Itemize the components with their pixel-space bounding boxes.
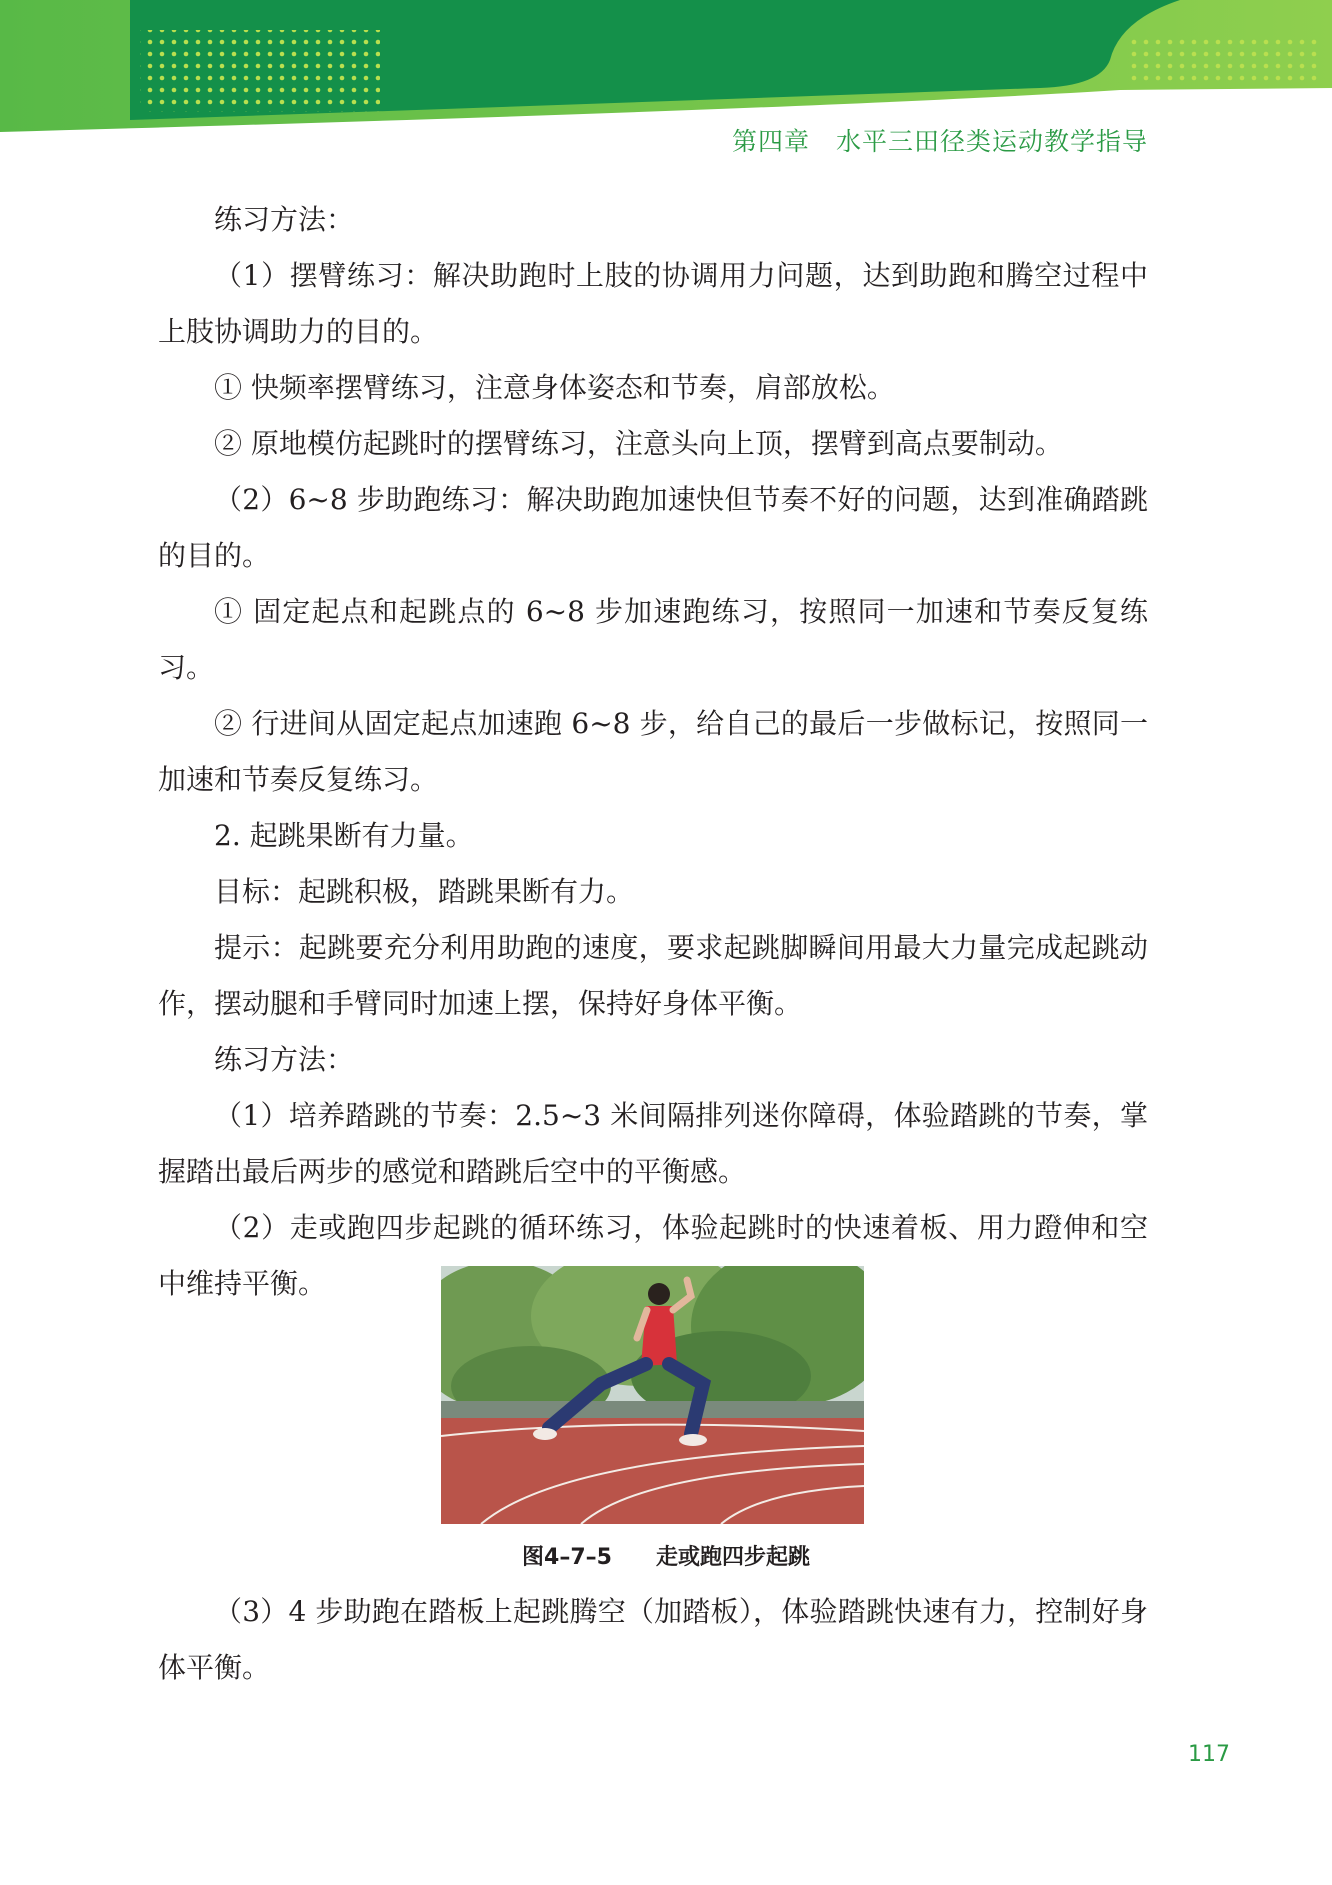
paragraph: 2. 起跳果断有力量。 — [214, 819, 474, 852]
body-text — [158, 192, 1148, 1312]
paragraph: ② 行进间从固定起点加速跑 6~8 步，给自己的最后一步做标记，按照同一加速和节奏反复练习。 — [158, 707, 1148, 796]
paragraph: ② 原地模仿起跳时的摆臂练习，注意头向上顶，摆臂到高点要制动。 — [214, 427, 1063, 460]
paragraph: ① 快频率摆臂练习，注意身体姿态和节奏，肩部放松。 — [214, 371, 895, 404]
paragraph: ① 固定起点和起跳点的 6~8 步加速跑练习，按照同一加速和节奏反复练习。 — [158, 595, 1148, 684]
paragraph: （2）走或跑四步起跳的循环练习，体验起跳时的快速着板、用力蹬伸和空中维持平衡。 — [158, 1211, 1148, 1300]
chapter-title: 第四章 水平三田径类运动教学指导 — [731, 127, 1148, 156]
figure-photo — [441, 1266, 864, 1524]
paragraph: （1）培养踏跳的节奏：2.5~3 米间隔排列迷你障碍，体验踏跳的节奏，掌握踏出最后两步的感觉和踏跳后空中的平衡感。 — [158, 1099, 1148, 1188]
paragraph: 练习方法： — [214, 1043, 355, 1076]
body-text-after-figure — [158, 1584, 1148, 1696]
paragraph: 目标：起跳积极，踏跳果断有力。 — [214, 875, 635, 908]
banner-dots-left — [140, 30, 380, 112]
banner-dots-right — [1130, 34, 1320, 82]
paragraph: （3）4 步助跑在踏板上起跳腾空（加踏板），体验踏跳快速有力，控制好身体平衡。 — [158, 1595, 1148, 1684]
paragraph: （2）6~8 步助跑练习：解决助跑加速快但节奏不好的问题，达到准确踏跳的目的。 — [158, 483, 1148, 572]
figure-caption: 图4–7–5 走或跑四步起跳 — [522, 1545, 810, 1570]
paragraph: （1）摆臂练习：解决助跑时上肢的协调用力问题，达到助跑和腾空过程中上肢协调助力的目的。 — [158, 259, 1148, 348]
page-number: 117 — [1188, 1742, 1230, 1767]
paragraph: 练习方法： — [214, 203, 355, 236]
paragraph: 提示：起跳要充分利用助跑的速度，要求起跳脚瞬间用最大力量完成起跳动作，摆动腿和手臂同时加速上摆，保持好身体平衡。 — [158, 931, 1148, 1020]
